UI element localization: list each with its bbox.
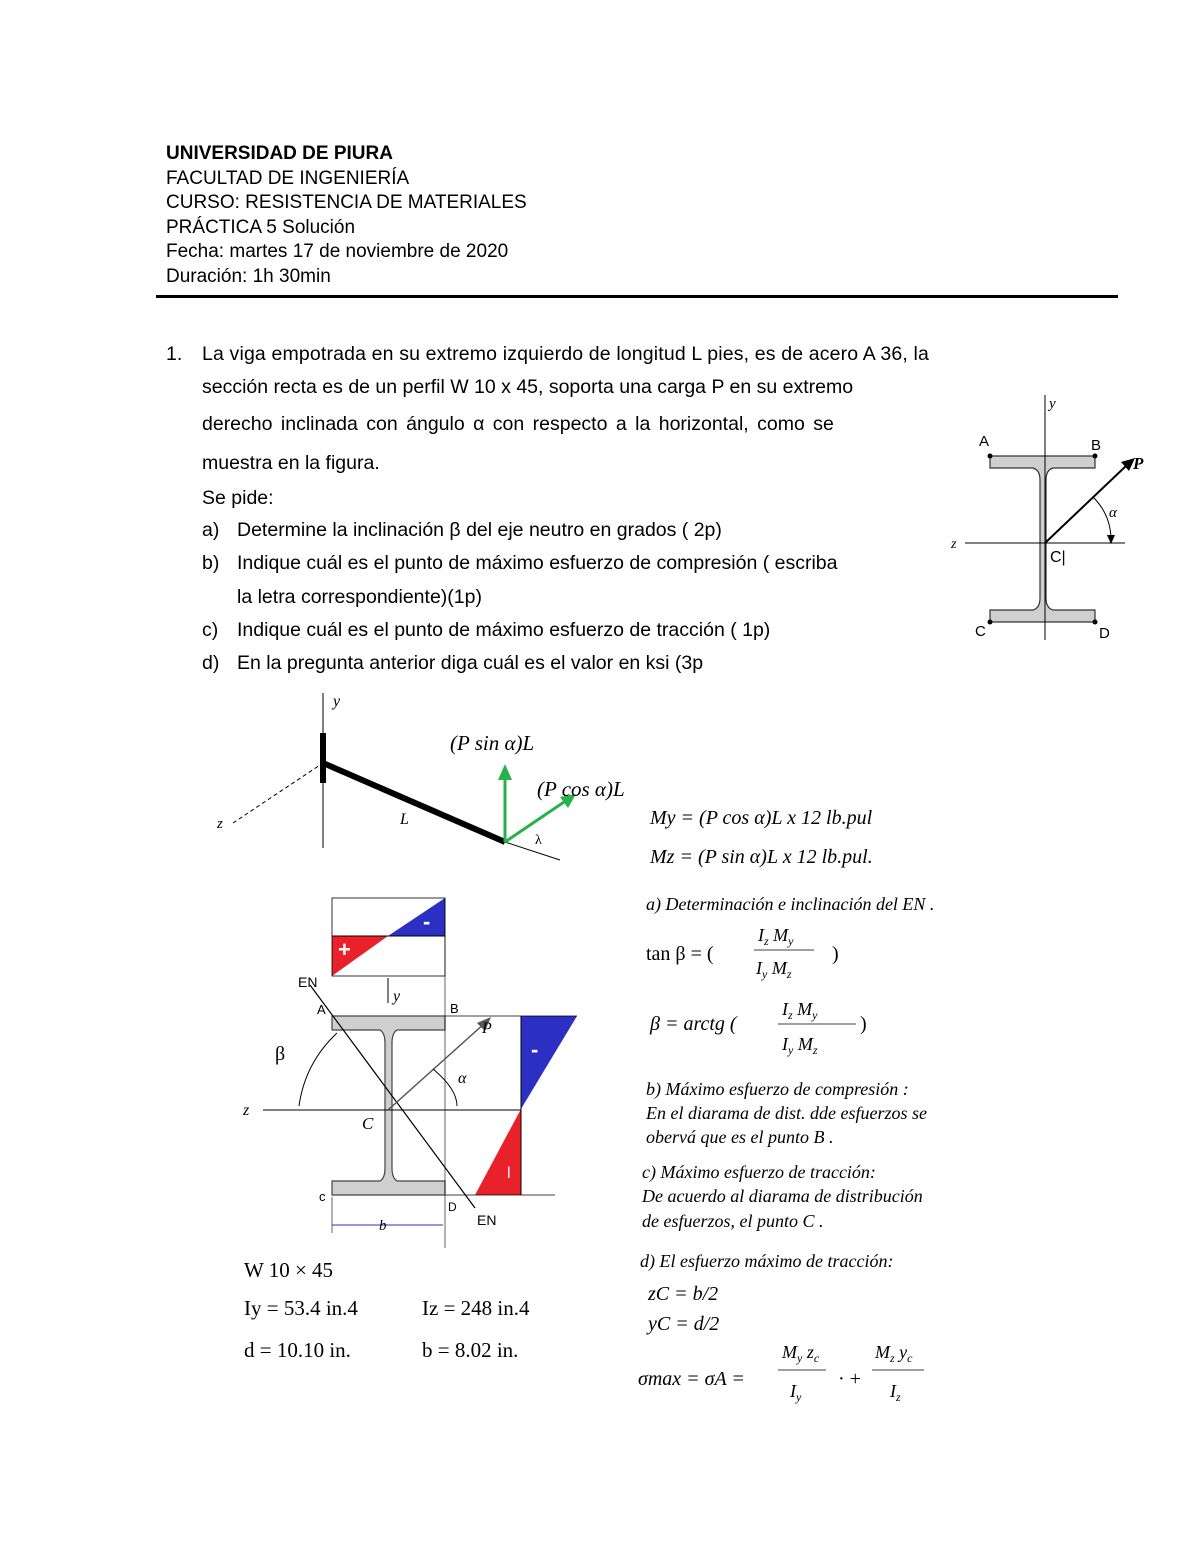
question-line: muestra en la figura. bbox=[202, 452, 380, 474]
en-bottom-label: EN bbox=[477, 1212, 497, 1228]
svg-text:· +: · + bbox=[838, 1368, 861, 1390]
centroid-label: C| bbox=[1050, 549, 1066, 566]
university-name: UNIVERSIDAD DE PIURA bbox=[166, 143, 393, 164]
svg-text:My zc: $M_y$ $z_c$ bbox=[782, 1342, 820, 1365]
i-beam-section bbox=[990, 456, 1095, 622]
question-line: Se pide: bbox=[202, 487, 274, 509]
z-axis bbox=[233, 763, 323, 823]
item-label: d) bbox=[202, 652, 220, 674]
z-label: z bbox=[951, 537, 957, 552]
a-label: A bbox=[979, 433, 990, 450]
svg-text:Iy Mz: $I_y$ $M_z$ bbox=[756, 958, 792, 981]
c-label: C bbox=[975, 623, 986, 640]
p-label: P bbox=[1133, 454, 1144, 473]
alpha-label: α bbox=[458, 1070, 467, 1087]
part-c-line2: de esfuerzos, el punto C . bbox=[642, 1211, 824, 1231]
en-top-label: EN bbox=[298, 974, 318, 990]
stress-right-negative bbox=[521, 1016, 577, 1109]
item-text: En la pregunta anterior diga cuál es el valor en ksi (3p bbox=[237, 652, 704, 674]
svg-text:Mz yc: $M_z$ $y_c$ bbox=[875, 1342, 913, 1365]
item-label: a) bbox=[202, 519, 220, 541]
y-label: y bbox=[333, 693, 341, 710]
stress-right-positive bbox=[475, 1109, 521, 1195]
point-d-marker bbox=[1093, 620, 1098, 625]
plus-sign-right: l bbox=[507, 1165, 511, 1182]
minus-sign-right: - bbox=[531, 1037, 539, 1062]
document-header bbox=[166, 142, 527, 289]
x-axis-extension bbox=[505, 842, 560, 860]
c-label: C bbox=[362, 1114, 374, 1133]
question-line: sección recta es de un perfil W 10 x 45, soporta una carga P en su extremo bbox=[202, 376, 854, 398]
item-text: la letra correspondiente)(1p) bbox=[237, 586, 482, 608]
point-c-marker bbox=[988, 620, 993, 625]
d-label: D bbox=[448, 1200, 457, 1214]
header-divider bbox=[156, 295, 1118, 298]
beta-arc bbox=[299, 1033, 337, 1106]
iz-value: Iz = 248 in.4 bbox=[422, 1296, 530, 1320]
b-point-label: B bbox=[450, 1001, 459, 1016]
b-label: b bbox=[379, 1218, 387, 1234]
course-name: CURSO: RESISTENCIA DE MATERIALES bbox=[166, 192, 527, 213]
part-a-title: a) Determinación e inclinación del EN . bbox=[646, 894, 935, 914]
yc-equation: yC = d/2 bbox=[648, 1313, 720, 1335]
item-text: Indique cuál es el punto de máximo esfuerzo de compresión ( escriba bbox=[237, 552, 838, 574]
a-label: A bbox=[317, 1002, 326, 1017]
z-label: z bbox=[217, 816, 223, 832]
minus-sign: - bbox=[423, 909, 431, 934]
d-value: d = 10.10 in. bbox=[244, 1338, 351, 1362]
beam-figure bbox=[215, 688, 645, 868]
item-label: b) bbox=[202, 552, 220, 574]
y-label: y bbox=[1049, 396, 1056, 412]
i-beam-section bbox=[332, 1016, 445, 1195]
part-b-title: b) Máximo esfuerzo de compresión : bbox=[646, 1079, 909, 1099]
tan-beta: tan β = ( bbox=[646, 943, 714, 965]
practice-title: PRÁCTICA 5 Solución bbox=[166, 216, 356, 238]
question-line: La viga empotrada en su extremo izquierdo de longitud L pies, es de acero A 36, la bbox=[202, 343, 930, 365]
part-c-line1: De acuerdo al diarama de distribución bbox=[642, 1186, 923, 1206]
stress-top-negative bbox=[388, 898, 445, 936]
svg-text:): ) bbox=[832, 943, 839, 965]
question-line: derecho inclinada con ángulo α con respecto a la horizontal, como se bbox=[202, 413, 834, 435]
alpha-label: α bbox=[1109, 505, 1117, 521]
l-label: L bbox=[400, 811, 409, 828]
sigma-equation: σmax = σA = bbox=[638, 1368, 745, 1390]
plus-sign: + bbox=[338, 937, 351, 962]
stress-figure bbox=[235, 893, 595, 1253]
load-p-arrow bbox=[1045, 465, 1127, 543]
part-b-line1: En el diarama de dist. dde esfuerzos se bbox=[646, 1103, 927, 1123]
zc-equation: zC = b/2 bbox=[648, 1283, 719, 1305]
beta-arctg: β = arctg ( bbox=[650, 1013, 737, 1035]
fixed-support bbox=[320, 733, 326, 783]
point-b-marker bbox=[1093, 454, 1098, 459]
question-number: 1. bbox=[166, 343, 183, 365]
profile-label: W 10 × 45 bbox=[244, 1258, 334, 1282]
point-a-marker bbox=[988, 454, 993, 459]
b-label: B bbox=[1091, 437, 1102, 454]
exam-duration: Duración: 1h 30min bbox=[166, 265, 331, 287]
iy-value: Iy = 53.4 in.4 bbox=[244, 1296, 358, 1320]
d-label: D bbox=[1099, 625, 1110, 642]
svg-text:Iy: $I_y$ bbox=[790, 1381, 802, 1404]
z-label: z bbox=[243, 1102, 250, 1119]
properties-block bbox=[242, 1255, 572, 1365]
svg-text:Iz My: $I_z$ $M_y$ bbox=[758, 925, 794, 948]
b-value: b = 8.02 in. bbox=[422, 1338, 519, 1362]
part-c-title: c) Máximo esfuerzo de tracción: bbox=[642, 1162, 876, 1182]
svg-text:): ) bbox=[860, 1013, 867, 1035]
section-figure bbox=[945, 390, 1165, 650]
svg-text:Iz My: $I_z$ $M_y$ bbox=[782, 999, 818, 1022]
item-label: c) bbox=[202, 619, 219, 641]
mz-equation: Mz = (P sin α)L x 12 lb.pul. bbox=[650, 846, 873, 868]
lambda-label: λ bbox=[535, 833, 542, 848]
svg-text:Iy Mz: $I_y$ $M_z$ bbox=[782, 1034, 818, 1057]
exam-date: Fecha: martes 17 de noviembre de 2020 bbox=[166, 241, 509, 262]
solution-column bbox=[632, 800, 1052, 1410]
load-p-arrow bbox=[388, 1023, 485, 1110]
my-equation: My = (P cos α)L x 12 lb.pul bbox=[650, 807, 873, 829]
y-label: y bbox=[393, 988, 401, 1005]
cs-label: c bbox=[319, 1189, 326, 1204]
svg-text:Iz: $I_z$ bbox=[890, 1381, 901, 1404]
part-b-line2: obervá que es el punto B . bbox=[646, 1127, 834, 1147]
part-d-title: d) El esfuerzo máximo de tracción: bbox=[640, 1251, 894, 1271]
p-label: P bbox=[482, 1020, 492, 1037]
beta-label: β bbox=[275, 1043, 286, 1065]
psin-label: (P sin α)L bbox=[450, 731, 535, 755]
pcos-label: (P cos α)L bbox=[537, 777, 625, 801]
item-text: Determine la inclinación β del eje neutro en grados ( 2p) bbox=[237, 519, 722, 541]
faculty-name: FACULTAD DE INGENIERÍA bbox=[166, 167, 410, 189]
item-text: Indique cuál es el punto de máximo esfuerzo de tracción ( 1p) bbox=[237, 619, 771, 641]
beam bbox=[323, 763, 505, 842]
